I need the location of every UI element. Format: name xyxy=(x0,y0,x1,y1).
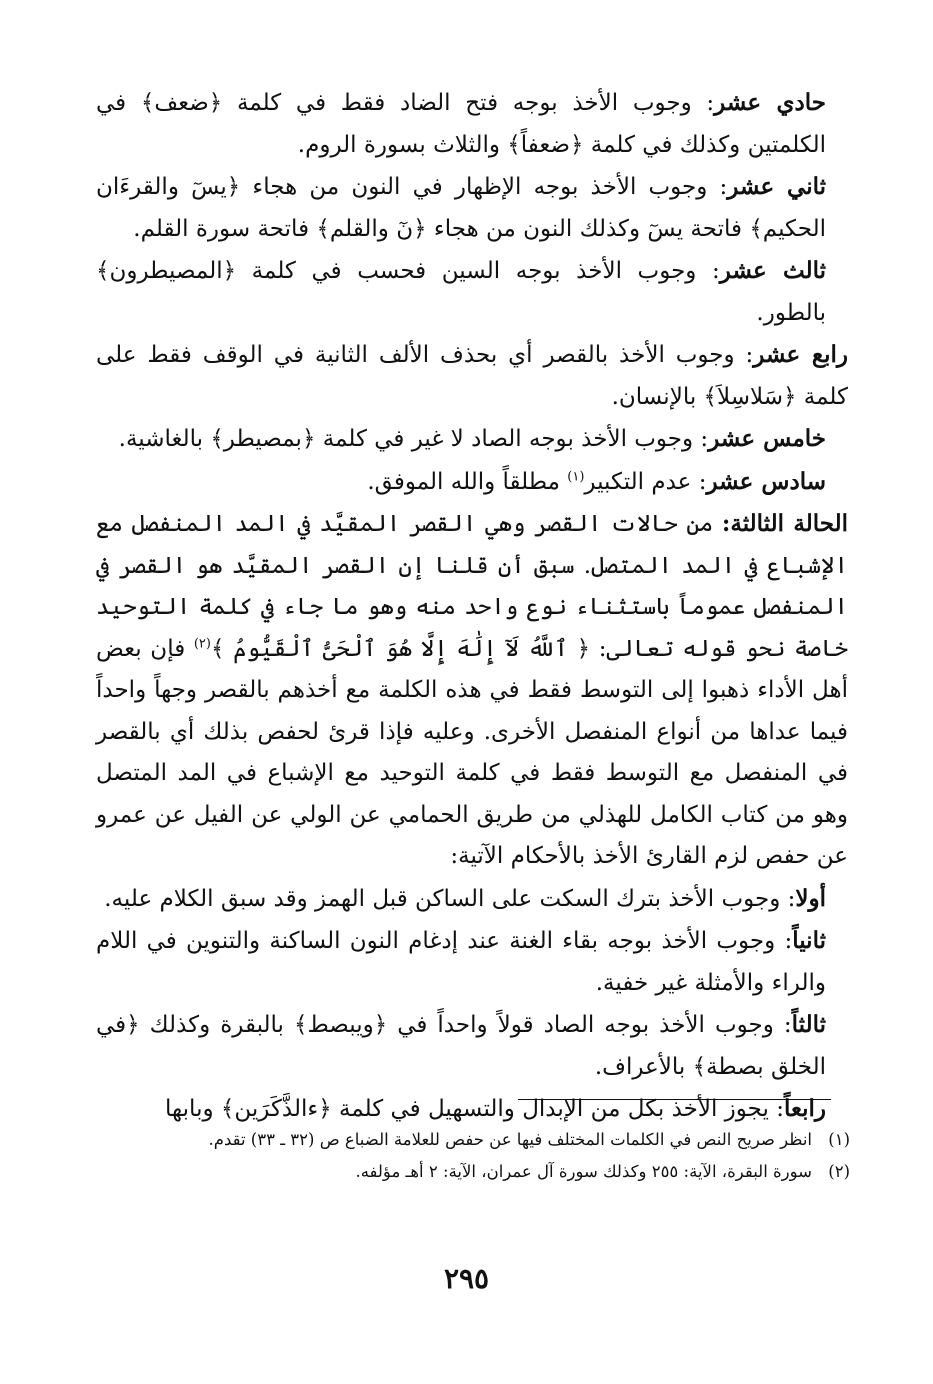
footnote-divider xyxy=(518,1099,831,1100)
paragraph-16 xyxy=(96,461,848,504)
footnote-ref-2: (٢) xyxy=(193,635,211,651)
paragraph-label: رابعاً xyxy=(783,1095,826,1122)
paragraph-text: : وجوب الأخذ بترك السكت على الساكن قبل الهمز وقد سبق الكلام عليه. xyxy=(104,885,796,912)
main-text xyxy=(96,82,848,1131)
paragraph-text: : وجوب الأخذ بوجه بقاء الغنة عند إدغام النون الساكنة والتنوين في اللام والراء والأمثلة غير خفية. xyxy=(96,928,826,996)
footnote-text: سورة البقرة، الآية: ٢٥٥ وكذلك سورة آل عمران، الآية: ٢ أهـ مؤلفه. xyxy=(355,1162,812,1181)
paragraph-text: : وجوب الأخذ بالقصر أي بحذف الألف الثانية في الوقف فقط على كلمة ﴿سَلاسِلاَ﴾ بالإنسان. xyxy=(96,342,848,410)
page-number: ٢٩٥ xyxy=(443,1262,490,1295)
paragraph-label: سادس عشر xyxy=(706,467,826,495)
footnote-number: (٢) xyxy=(828,1162,850,1181)
paragraph-third xyxy=(96,1004,848,1088)
paragraph-label: ثالثاً xyxy=(791,1011,826,1038)
paragraph-text: : يجوز الأخذ بكل من الإبدال والتسهيل في كلمة ﴿ءالذَّكَرَين﴾ وبابها xyxy=(165,1096,784,1122)
paragraph-label: ثاني عشر xyxy=(727,173,827,200)
paragraph-13 xyxy=(96,250,848,334)
paragraph-text-after: مطلقاً والله الموفق. xyxy=(367,468,568,495)
paragraph-text: : وجوب الأخذ بوجه السين فحسب في كلمة ﴿المصيطرون﴾ بالطور. xyxy=(96,258,826,326)
paragraph-label: رابع عشر xyxy=(753,341,848,368)
paragraph-15 xyxy=(96,418,848,461)
footnote-2 xyxy=(104,1156,850,1188)
paragraph-14 xyxy=(96,334,848,418)
paragraph-text: : وجوب الأخذ بوجه الصاد لا غير في كلمة ﴿بمصيطر﴾ بالغاشية. xyxy=(118,426,709,452)
paragraph-third-case xyxy=(96,503,848,878)
paragraph-first xyxy=(96,878,848,921)
paragraph-label: الحالة الثالثة: xyxy=(721,510,848,537)
paragraph-label: ثانياً xyxy=(792,927,826,954)
paragraph-text: : وجوب الأخذ بوجه الإظهار في النون من هجاء ﴿يسٓ والقرءَان الحكيم﴾ فاتحة يسٓ وكذلك النون من هجاء ﴿نٓ والقلم﴾ فاتحة سورة القلم. xyxy=(96,174,826,242)
paragraph-11 xyxy=(96,82,848,166)
paragraph-text: : عدم التكبير xyxy=(584,468,707,495)
paragraph-text: : وجوب الأخذ بوجه فتح الضاد فقط في كلمة ﴿ضعف﴾ في الكلمتين وكذلك في كلمة ﴿ضعفاً﴾ والثلاث بسورة الروم. xyxy=(96,90,826,158)
paragraph-12 xyxy=(96,166,848,250)
paragraph-second xyxy=(96,920,848,1004)
paragraph-label: أولا xyxy=(795,884,826,912)
footnote-number: (١) xyxy=(828,1130,850,1149)
paragraph-label: حادي عشر xyxy=(714,89,826,116)
paragraph-text: من حالات القصر وهي القصر المقيَّد في المد المنفصل مع الإشباع في المد المتصل. سبق أن قلنا إن القصر المقيَّد هو القصر في المنفصل عموماً باستثناء نوع واحد منه وهو ما جاء في كلمة التوحيد خاصة نحو قوله تعالى: ﴿ ٱللَّهُ لَآ إِلَٰهَ إِلَّا هُوَ ٱلْحَىُّ ٱلْقَيُّومُ ﴾ xyxy=(96,511,848,662)
footnote-1 xyxy=(104,1124,850,1156)
paragraph-text: : وجوب الأخذ بوجه الصاد قولاً واحداً في ﴿ويبصط﴾ بالبقرة وكذلك ﴿في الخلق بصطة﴾ بالأعراف. xyxy=(96,1012,826,1080)
paragraph-label: خامس عشر xyxy=(708,425,826,452)
footnotes xyxy=(104,1124,850,1188)
footnote-ref-1: (١) xyxy=(567,468,585,484)
footnote-text: انظر صريح النص في الكلمات المختلف فيها عن حفص للعلامة الضباع ص (٣٢ ـ ٣٣) تقدم. xyxy=(208,1130,812,1149)
paragraph-label: ثالث عشر xyxy=(719,257,826,284)
paragraph-text-after: فإن بعض أهل الأداء ذهبوا إلى التوسط فقط في هذه الكلمة مع أخذهم بالقصر وجهاً واحداً فيما عداها من أنواع المنفصل الأخرى. وعليه فإذا قرئ لحفص بذلك أي بالقصر في المنفصل مع التوسط فقط في كلمة التوحيد مع الإشباع في المد المتصل وهو من كتاب الكامل للهذلي من طريق الحمامي عن الولي عن الفيل عن عمرو عن حفص لزم القارئ الأخذ بالأحكام الآتية: xyxy=(96,635,848,869)
